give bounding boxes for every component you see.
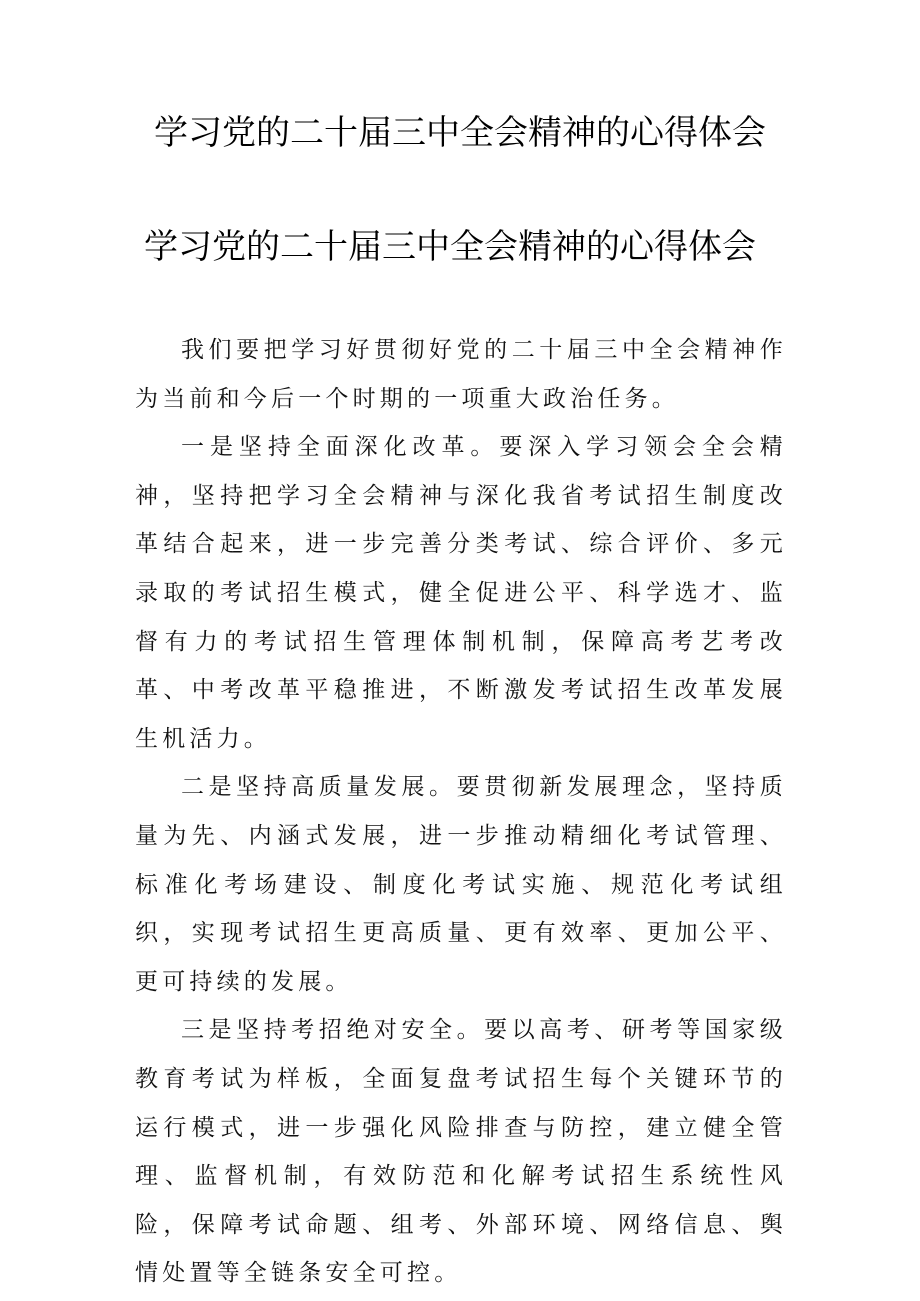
document-body	[135, 326, 787, 1298]
paragraph-intro: 我们要把学习好贯彻好党的二十届三中全会精神作为当前和今后一个时期的一项重大政治任务。	[135, 337, 787, 412]
paragraph-quality: 二是坚持高质量发展。要贯彻新发展理念，坚持质量为先、内涵式发展，进一步推动精细化考试管理、标准化考场建设、制度化考试实施、规范化考试组织，实现考试招生更高质量、更有效率、更加公平、更可持续的发展。	[135, 774, 787, 995]
paragraph-reform: 一是坚持全面深化改革。要深入学习领会全会精神，坚持把学习全会精神与深化我省考试招生制度改革结合起来，进一步完善分类考试、综合评价、多元录取的考试招生模式，健全促进公平、科学选才、监督有力的考试招生管理体制机制，保障高考艺考改革、中考改革平稳推进，不断激发考试招生改革发展生机活力。	[135, 434, 787, 752]
document-title: 学习党的二十届三中全会精神的心得体会	[154, 113, 766, 153]
document-subtitle: 学习党的二十届三中全会精神的心得体会	[144, 227, 756, 267]
paragraph-safety: 三是坚持考招绝对安全。要以高考、研考等国家级教育考试为样板，全面复盘考试招生每个关键环节的运行模式，进一步强化风险排查与防控，建立健全管理、监督机制，有效防范和化解考试招生系统性风险，保障考试命题、组考、外部环境、网络信息、舆情处置等全链条安全可控。	[135, 1017, 787, 1287]
